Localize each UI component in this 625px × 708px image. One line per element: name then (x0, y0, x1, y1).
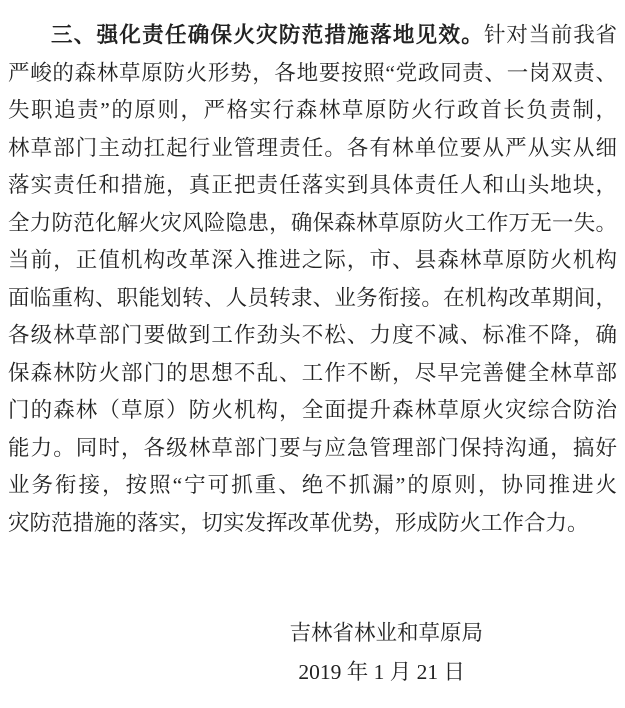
signature-date: 2019 年 1 月 21 日 (298, 660, 465, 684)
paragraph-line: 各级林草部门要做到工作劲头不松、力度不减、标准不降，确 (8, 323, 617, 347)
signature-organization: 吉林省林业和草原局 (289, 621, 483, 645)
paragraph-line: 灾防范措施的落实，切实发挥改革优势，形成防火工作合力。 (8, 510, 589, 535)
paragraph-line: 面临重构、职能划转、人员转隶、业务衔接。在机构改革期间， (8, 285, 617, 310)
paragraph-line (8, 17, 617, 55)
paragraph-line: 全力防范化解火灾风险隐患，确保森林草原防火工作万无一失。 (8, 210, 617, 235)
paragraph-line: 失职追责”的原则，严格实行森林草原防火行政首长负责制， (8, 98, 617, 122)
body-paragraph (8, 17, 617, 542)
paragraph-line: 林草部门主动扛起行业管理责任。各有林单位要从严从实从细 (8, 135, 617, 160)
paragraph-line: 严峻的森林草原防火形势，各地要按照“党政同责、一岗双责、 (8, 60, 617, 85)
paragraph-line: 门的森林（草原）防火机构，全面提升森林草原火灾综合防治 (8, 398, 617, 422)
paragraph-line: 业务衔接，按照“宁可抓重、绝不抓漏”的原则，协同推进火 (8, 473, 617, 497)
paragraph-line: 当前，正值机构改革深入推进之际，市、县森林草原防火机构 (8, 248, 617, 272)
paragraph-line: 落实责任和措施，真正把责任落实到具体责任人和山头地块， (8, 173, 617, 197)
paragraph-line: 能力。同时，各级林草部门要与应急管理部门保持沟通，搞好 (8, 435, 617, 460)
section-heading: 三、强化责任确保火灾防范措施落地见效。 (51, 23, 485, 47)
paragraph-line-text: 针对当前我省 (484, 23, 617, 47)
paragraph-line: 保森林防火部门的思想不乱、工作不断，尽早完善健全林草部 (8, 360, 617, 385)
